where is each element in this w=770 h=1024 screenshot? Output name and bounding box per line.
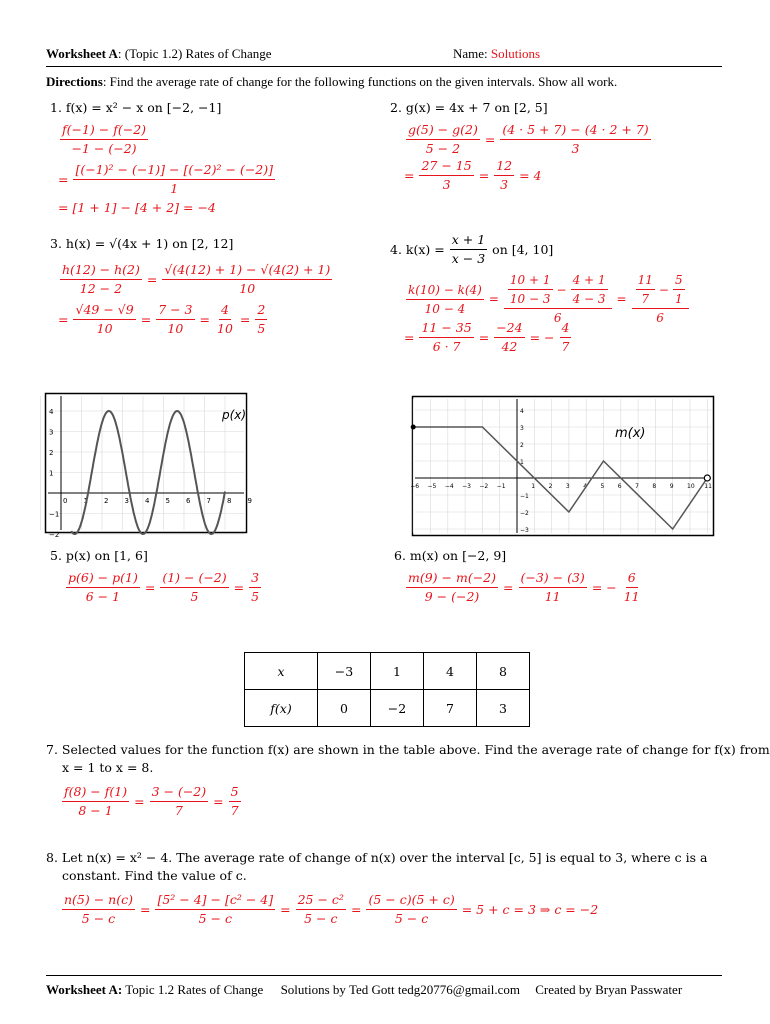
p1-line3: = [1 + 1] − [4 + 2] = −4 (58, 200, 216, 215)
p8-work: $\frac{n(5) - n(c)}{5 - c}$ = $\frac{\text{[5² − 4] − [c² − 4]}}{5 - c}$ = $\frac{\text{25 − c²}}{5 - c}$ = $\frac{(5 - c)(5 + c)}{5 - c}$ = 5 + c = 3 ⇒ c = −2 (64, 892, 599, 926)
p1-line1: $\frac{f(-1) - f(-2)}{-1 - (-2)}$ (62, 122, 147, 156)
p2-prompt: 2. g(x) = 4x + 7 on [2, 5] (390, 100, 548, 115)
p7-prompt-line2: x = 1 to x = 8. (62, 760, 154, 775)
x-tick-label: −2 (479, 483, 489, 490)
p7-prompt-line1: 7. Selected values for the function f(x) are shown in the table above. Find the average rate of change for f(x) from (46, 742, 770, 757)
p3-line1: $\frac{h(12) - h(2)}{12 - 2}$ = $\frac{√(4(12) + 1) - √(4(2) + 1)}{10}$ (62, 262, 331, 296)
x-tick-label: 0 (63, 497, 68, 505)
graph-p-label: p(x) (222, 408, 247, 422)
p1-prompt: 1. f(x) = x² − x on [−2, −1] (50, 100, 222, 115)
x-tick-label: 3 (565, 483, 570, 490)
table-row: x −3 1 4 8 (245, 653, 530, 690)
p4-line1: $\frac{k(10) - k(4)}{10 - 4}$ = $\frac{10 + 1}{10 - 3}$ − $\frac{4 + 1}{4 - 3}$ 6 = $\frac{11}{7}$ − $\frac{5}{1}$ 6 (404, 272, 691, 326)
table-row: f(x) 0 −2 7 3 (245, 690, 530, 727)
x-tick-label: −4 (444, 483, 454, 490)
p5-work: $\frac{p(6) - p(1)}{6 - 1}$ = $\frac{(1) - (-2)}{5}$ = $\frac{3}{5}$ (68, 570, 260, 604)
y-tick-label: 2 (49, 449, 54, 457)
name-field: Name: Solutions (453, 46, 541, 61)
p8-prompt-line2: constant. Find the value of c. (62, 868, 247, 883)
x-tick-label: −5 (427, 483, 437, 490)
footer-rule (46, 975, 722, 976)
x-tick-label: 3 (124, 497, 129, 505)
y-tick-label: 3 (49, 428, 54, 437)
p4-prompt: 4. k(x) = $\frac{x + 1}{x - 3}$ on [4, 10] (390, 232, 554, 266)
graph-m-endpoint-right (704, 475, 710, 481)
x-tick-label: 2 (548, 483, 553, 490)
y-tick-label: −3 (520, 527, 529, 534)
footer: Worksheet A: Topic 1.2 Rates of Change Solutions by Ted Gott tedg20776@gmail.com Created by Bryan Passwater (46, 982, 683, 997)
y-tick-label: 2 (520, 442, 524, 449)
p3-prompt: 3. h(x) = √(4x + 1) on [2, 12] (50, 236, 234, 251)
x-tick-label: 9 (247, 497, 252, 505)
x-tick-label: 4 (145, 497, 150, 505)
graph-m-frame (413, 397, 714, 536)
x-tick-label: −6 (410, 483, 420, 490)
x-tick-label: 10 (687, 483, 695, 490)
y-tick-label: −1 (49, 510, 60, 519)
worksheet-title: Worksheet A: (Topic 1.2) Rates of Change (46, 46, 272, 61)
x-tick-label: 1 (531, 483, 536, 490)
graph-p-frame (46, 394, 247, 533)
y-tick-label: 1 (520, 459, 524, 466)
p8-prompt-line1: 8. Let n(x) = x² − 4. The average rate of change of n(x) over the interval [c, 5] is equal to 3, where c is a (46, 850, 708, 865)
directions: Directions: Find the average rate of change for the following functions on the given intervals. Show all work. (46, 74, 618, 89)
x-tick-label: 6 (186, 497, 191, 505)
p3-line2: = $\frac{√49 - √9}{10}$ = $\frac{7 - 3}{10}$ = $\frac{4}{10}$ = $\frac{2}{5}$ (58, 302, 266, 336)
y-tick-label: 4 (49, 408, 54, 416)
x-tick-label: 5 (600, 483, 605, 490)
x-tick-label: 7 (206, 497, 211, 505)
graph-m (412, 396, 714, 536)
x-tick-label: 11 (704, 483, 712, 490)
x-tick-label: 2 (104, 497, 109, 505)
y-tick-label: 4 (520, 408, 524, 415)
x-tick-label: 8 (227, 497, 232, 505)
y-tick-label: −2 (520, 510, 529, 517)
x-tick-label: 1 (83, 497, 88, 505)
x-tick-label: −1 (496, 483, 506, 490)
y-tick-label: −2 (49, 531, 60, 539)
y-tick-label: −1 (520, 493, 529, 500)
x-tick-label: 8 (652, 483, 657, 490)
p5-prompt: 5. p(x) on [1, 6] (50, 548, 148, 563)
graph-m-endpoint-left (411, 425, 416, 430)
x-tick-label: 5 (165, 497, 170, 505)
x-tick-label: 7 (635, 483, 639, 490)
values-table (244, 652, 530, 727)
header-rule (46, 66, 722, 67)
p2-line1: $\frac{g(5) - g(2)}{5 - 2}$ = $\frac{(4 \cdot 5 + 7) - (4 \cdot 2 + 7)}{3}$ (408, 122, 649, 156)
x-tick-label: 4 (583, 483, 588, 490)
x-tick-label: −3 (462, 483, 471, 490)
y-tick-label: 3 (520, 425, 524, 432)
p1-line2: = $\frac{\text{[(−1)² − (−1)] − [(−2)² − (−2)]}}{1}$ (58, 162, 273, 196)
y-tick-label: 1 (49, 469, 54, 478)
p6-prompt: 6. m(x) on [−2, 9] (394, 548, 507, 563)
graph-p (45, 393, 252, 539)
p7-work: $\frac{f(8) - f(1)}{8 - 1}$ = $\frac{3 - (-2)}{7}$ = $\frac{5}{7}$ (64, 784, 239, 818)
p6-work: $\frac{m(9) - m(-2)}{9 - (-2)}$ = $\frac{(-3) - (3)}{11}$ = − $\frac{6}{11}$ (408, 570, 640, 604)
p4-line2: = $\frac{11 - 35}{6 \cdot 7}$ = $\frac{-24}{42}$ = − $\frac{4}{7}$ (404, 320, 570, 354)
x-tick-label: 9 (669, 483, 674, 490)
x-tick-label: 6 (617, 483, 622, 490)
p2-line2: = $\frac{27 - 15}{3}$ = $\frac{12}{3}$ = 4 (404, 158, 542, 192)
graph-m-label: m(x) (615, 426, 646, 441)
